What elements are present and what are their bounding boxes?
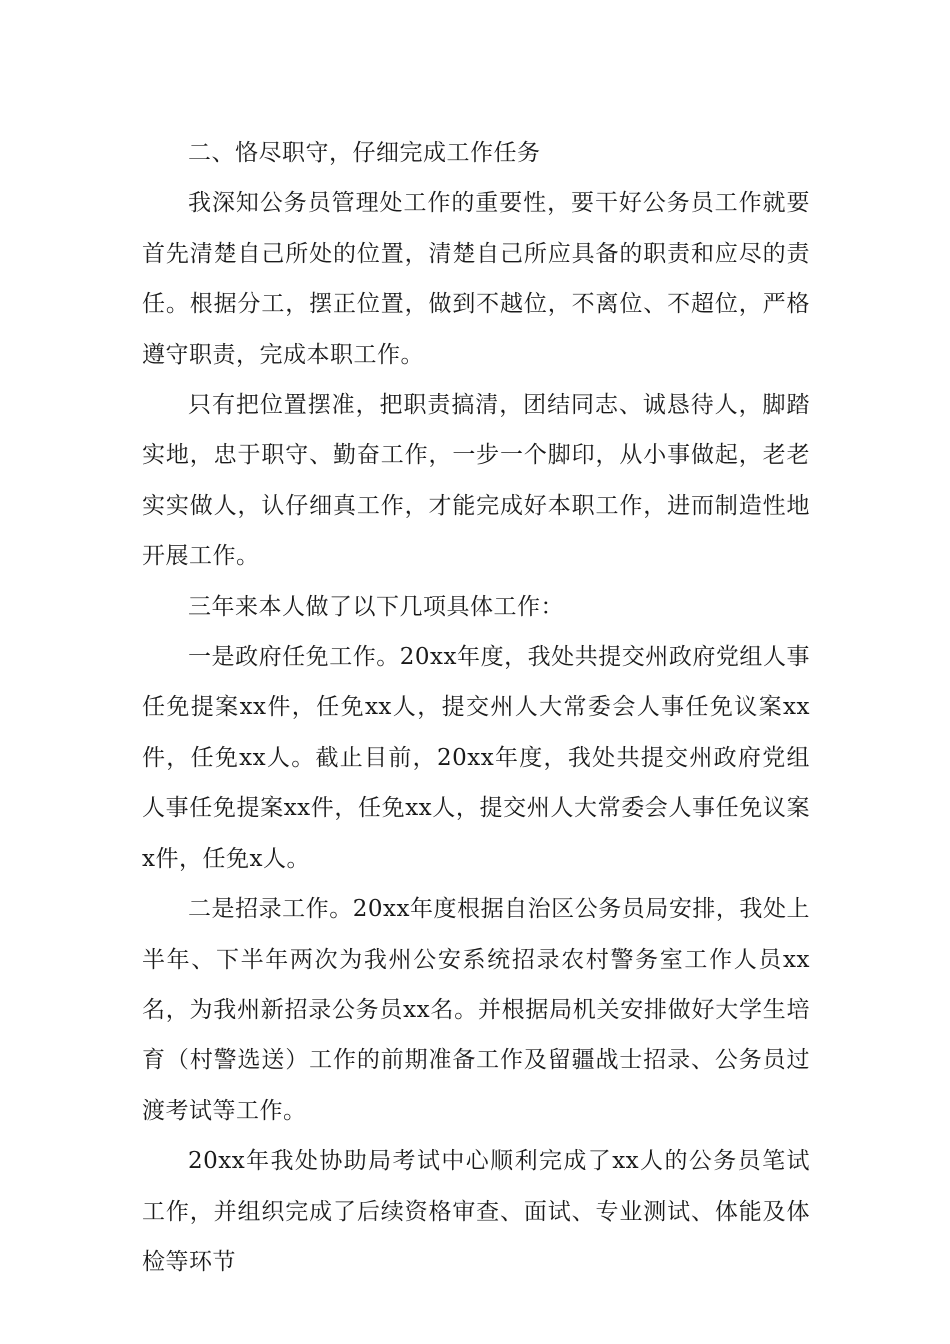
paragraph-work-intro: 三年来本人做了以下几项具体工作： bbox=[188, 593, 564, 620]
paragraph-recruitment-work: 二是招录工作。20xx年度根据自治区公务员局安排，我处上半年、下半年两次为我州公安系统招录农村警务室工作人员xx名，为我州新招录公务员xx名。并根据局机关安排做好大学生培育（村警选送）工作的前期准备工作及留疆战士招录、公务员过渡考试等工作。 bbox=[142, 896, 810, 1124]
section-heading: 二、恪尽职守，仔细完成工作任务 bbox=[188, 140, 541, 166]
paragraph-duty-awareness: 我深知公务员管理处工作的重要性，要干好公务员工作就要首先清楚自己所处的位置，清楚自己所应具备的职责和应尽的责任。根据分工，摆正位置，做到不越位，不离位、不超位，严格遵守职责，完成本职工作。 bbox=[142, 190, 810, 368]
paragraph-appointment-work: 一是政府任免工作。20xx年度，我处共提交州政府党组人事任免提案xx件，任免xx人，提交州人大常委会人事任免议案xx件，任免xx人。截止目前，20xx年度，我处共提交州政府党组人事任免提案xx件，任免xx人，提交州人大常委会人事任免议案x件，任免x人。 bbox=[142, 644, 810, 872]
document-page bbox=[142, 128, 810, 1287]
paragraph-exam-work: 20xx年我处协助局考试中心顺利完成了xx人的公务员笔试工作，并组织完成了后续资格审查、面试、专业测试、体能及体检等环节 bbox=[142, 1148, 810, 1275]
paragraph-work-attitude: 只有把位置摆准，把职责搞清，团结同志、诚恳待人，脚踏实地，忠于职守、勤奋工作，一步一个脚印，从小事做起，老老实实做人，认仔细真工作，才能完成好本职工作，进而制造性地开展工作。 bbox=[142, 392, 810, 570]
